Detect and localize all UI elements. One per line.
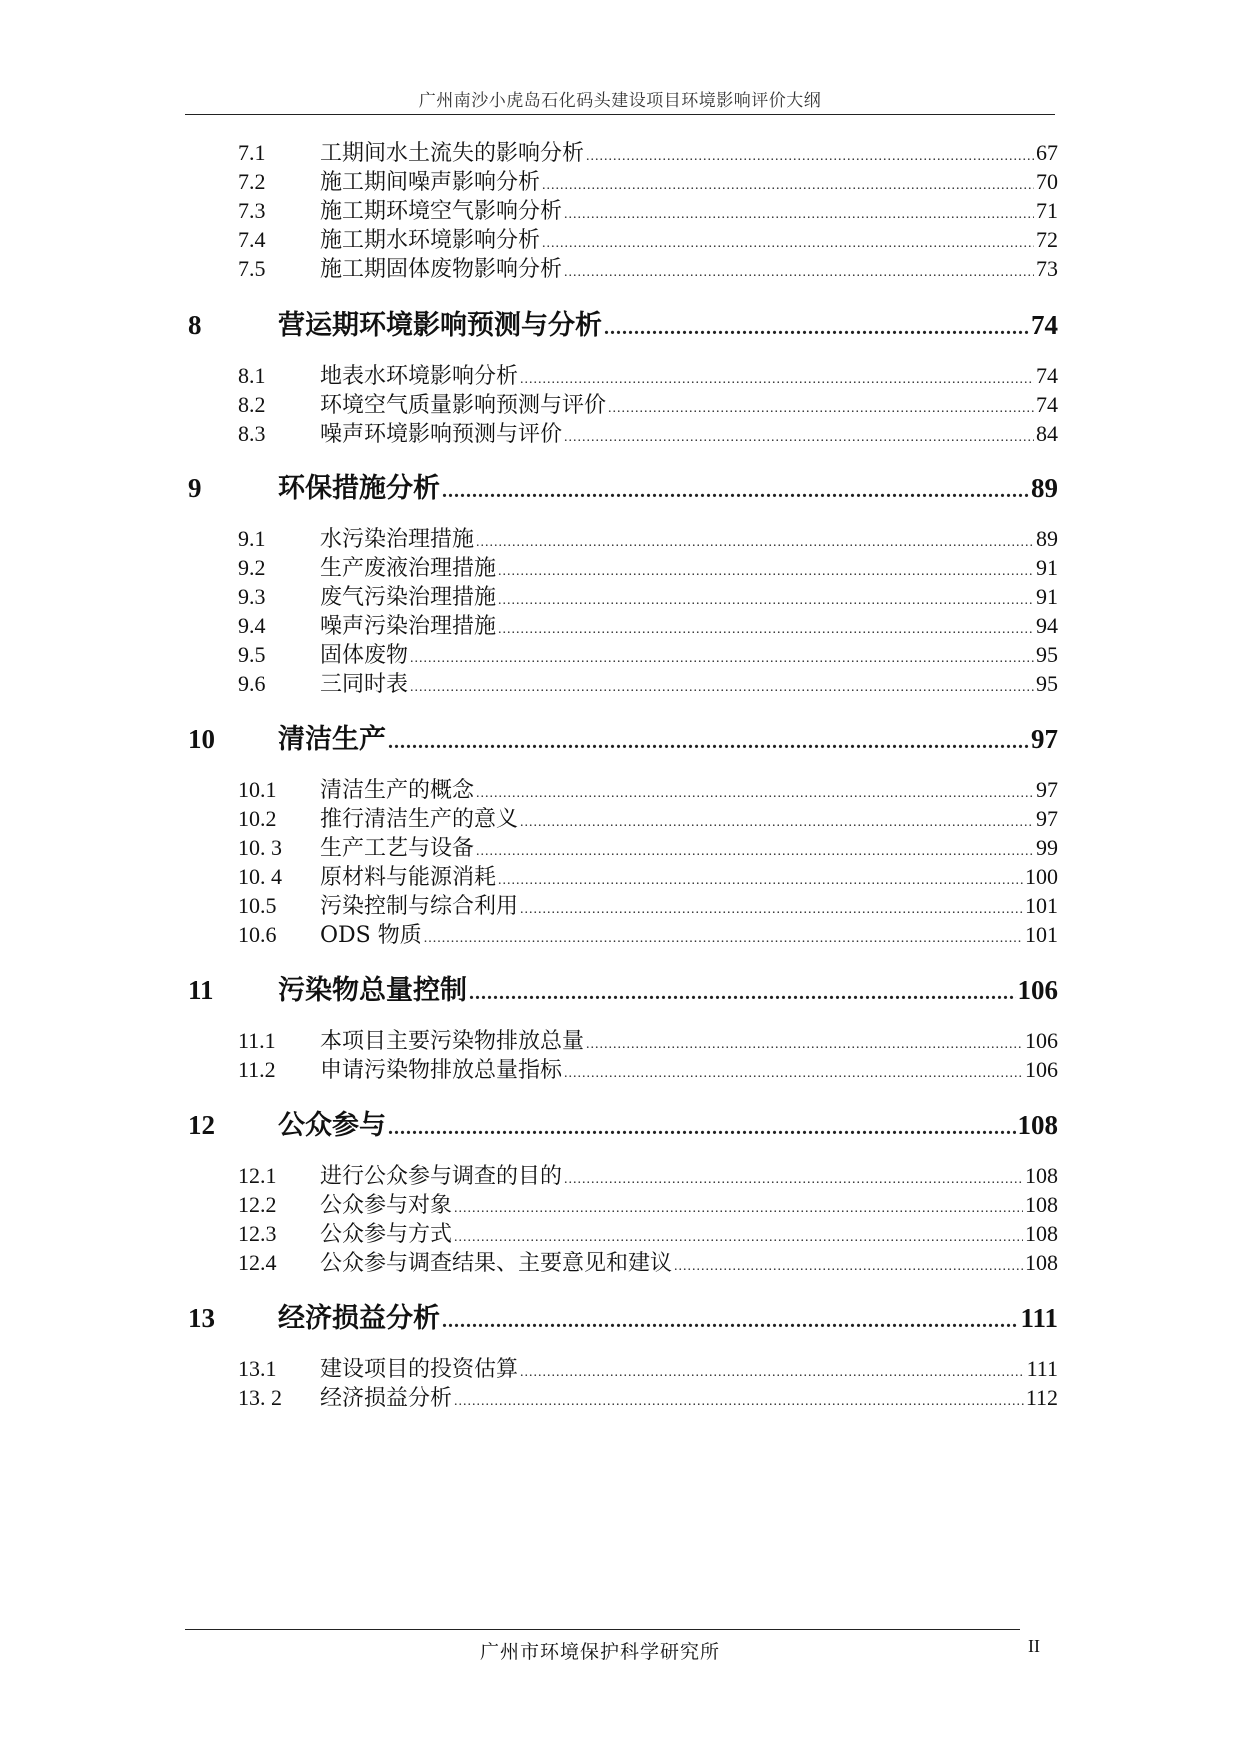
- toc-entry-title: 推行清洁生产的意义: [320, 807, 519, 832]
- toc-entry-title: 公众参与方式: [320, 1222, 453, 1247]
- toc-entry-number: 7.5: [238, 256, 266, 281]
- toc-entry-title: ODS 物质: [320, 923, 422, 948]
- toc-entry-title: 噪声污染治理措施: [320, 614, 497, 639]
- toc-entry-page: 74: [1031, 310, 1058, 340]
- toc-section-entry[interactable]: [238, 388, 1058, 416]
- dot-leader: [424, 931, 1023, 947]
- toc-section-entry[interactable]: [238, 1352, 1058, 1380]
- toc-entry-number: 7.4: [238, 227, 266, 252]
- dot-leader: [520, 1365, 1025, 1381]
- dot-leader: [586, 149, 1034, 165]
- dot-leader: [542, 178, 1034, 194]
- toc-entry-number: 10.5: [238, 893, 277, 918]
- toc-entry-number: 12: [188, 1110, 215, 1140]
- dot-leader: [410, 680, 1034, 696]
- toc-entry-number: 11: [188, 975, 214, 1005]
- toc-entry-title: 申请污染物排放总量指标: [320, 1058, 563, 1083]
- toc-entry-title: 公众参与: [278, 1110, 386, 1141]
- toc-entry-title: 经济损益分析: [320, 1386, 453, 1411]
- dot-leader: [542, 236, 1034, 252]
- toc-entry-number: 9: [188, 473, 202, 503]
- toc-entry-title: 公众参与对象: [320, 1193, 453, 1218]
- toc-entry-page: 95: [1036, 642, 1058, 667]
- header-rule: [185, 114, 1055, 115]
- toc-entry-page: 74: [1036, 392, 1058, 417]
- toc-section-entry[interactable]: [238, 194, 1058, 222]
- dot-leader: [388, 731, 1029, 754]
- toc-section-entry[interactable]: [238, 860, 1058, 888]
- toc-entry-number: 10.1: [238, 777, 277, 802]
- toc-entry-title: 清洁生产的概念: [320, 778, 475, 803]
- toc-entry-number: 7.2: [238, 169, 266, 194]
- toc-section-entry[interactable]: [238, 1024, 1058, 1052]
- toc-entry-number: 12.3: [238, 1221, 277, 1246]
- toc-entry-page: 74: [1036, 363, 1058, 388]
- toc-entry-number: 10.2: [238, 806, 277, 831]
- toc-entry-title: 施工期水环境影响分析: [320, 228, 541, 253]
- toc-entry-number: 9.1: [238, 526, 266, 551]
- footer-organization: 广州市环境保护科学研究所: [480, 1641, 721, 1663]
- toc-section-entry[interactable]: [238, 1188, 1058, 1216]
- toc-section-entry[interactable]: [238, 831, 1058, 859]
- toc-entry-page: 101: [1025, 922, 1058, 947]
- toc-section-entry[interactable]: [238, 609, 1058, 637]
- toc-section-entry[interactable]: [238, 918, 1058, 946]
- toc-entry-page: 89: [1031, 473, 1058, 503]
- toc-entry-title: 本项目主要污染物排放总量: [320, 1029, 585, 1054]
- dot-leader: [564, 1066, 1023, 1082]
- toc-entry-page: 108: [1025, 1221, 1058, 1246]
- dot-leader: [498, 873, 1023, 889]
- toc-section-entry[interactable]: [238, 1159, 1058, 1187]
- toc-chapter-entry[interactable]: [188, 1103, 1058, 1141]
- toc-entry-number: 11.1: [238, 1028, 276, 1053]
- toc-chapter-entry[interactable]: [188, 1296, 1058, 1334]
- toc-entry-title: 营运期环境影响预测与分析: [278, 310, 602, 341]
- dot-leader: [520, 372, 1034, 388]
- toc-entry-number: 12.4: [238, 1250, 277, 1275]
- dot-leader: [586, 1037, 1023, 1053]
- toc-entry-title: 公众参与调查结果、主要意见和建议: [320, 1251, 673, 1276]
- toc-section-entry[interactable]: [238, 359, 1058, 387]
- toc-section-entry[interactable]: [238, 223, 1058, 251]
- toc-entry-number: 8.2: [238, 392, 266, 417]
- toc-entry-page: 106: [1017, 975, 1058, 1005]
- toc-entry-page: 111: [1026, 1356, 1058, 1381]
- toc-entry-number: 10.6: [238, 922, 277, 947]
- toc-entry-page: 108: [1025, 1163, 1058, 1188]
- toc-entry-title: 施工期间噪声影响分析: [320, 170, 541, 195]
- toc-entry-number: 13. 2: [238, 1385, 282, 1410]
- toc-entry-page: 108: [1017, 1110, 1058, 1140]
- toc-section-entry[interactable]: [238, 802, 1058, 830]
- dot-leader: [454, 1394, 1024, 1410]
- toc-entry-title: 环保措施分析: [278, 473, 440, 504]
- toc-entry-number: 12.2: [238, 1192, 277, 1217]
- toc-entry-title: 建设项目的投资估算: [320, 1357, 519, 1382]
- toc-entry-page: 100: [1025, 864, 1058, 889]
- dot-leader: [564, 1172, 1023, 1188]
- dot-leader: [564, 207, 1034, 223]
- dot-leader: [564, 430, 1034, 446]
- toc-entry-number: 8.3: [238, 421, 266, 446]
- toc-entry-title: 进行公众参与调查的目的: [320, 1164, 563, 1189]
- toc-entry-page: 112: [1025, 1385, 1058, 1410]
- dot-leader: [442, 1310, 1018, 1333]
- dot-leader: [469, 982, 1016, 1005]
- toc-entry-page: 95: [1036, 671, 1058, 696]
- toc-entry-title: 环境空气质量影响预测与评价: [320, 393, 607, 418]
- toc-entry-page: 97: [1031, 724, 1058, 754]
- toc-section-entry[interactable]: [238, 136, 1058, 164]
- dot-leader: [410, 651, 1034, 667]
- toc-entry-page: 106: [1025, 1057, 1058, 1082]
- toc-entry-page: 89: [1036, 526, 1058, 551]
- toc-entry-title: 三同时表: [320, 672, 409, 697]
- toc-entry-number: 9.4: [238, 613, 266, 638]
- toc-entry-number: 9.6: [238, 671, 266, 696]
- toc-entry-page: 111: [1020, 1303, 1058, 1333]
- dot-leader: [476, 535, 1034, 551]
- toc-section-entry[interactable]: [238, 580, 1058, 608]
- dot-leader: [498, 564, 1034, 580]
- toc-entry-number: 7.1: [238, 140, 266, 165]
- toc-entry-title: 生产废液治理措施: [320, 556, 497, 581]
- toc-entry-page: 72: [1036, 227, 1058, 252]
- toc-entry-page: 106: [1025, 1028, 1058, 1053]
- dot-leader: [608, 401, 1034, 417]
- dot-leader: [476, 786, 1034, 802]
- toc-entry-number: 13.1: [238, 1356, 277, 1381]
- toc-entry-number: 10. 4: [238, 864, 282, 889]
- toc-entry-number: 9.5: [238, 642, 266, 667]
- toc-section-entry[interactable]: [238, 773, 1058, 801]
- dot-leader: [564, 265, 1034, 281]
- toc-entry-title: 施工期固体废物影响分析: [320, 257, 563, 282]
- toc-section-entry[interactable]: [238, 1381, 1058, 1409]
- running-header: 广州南沙小虎岛石化码头建设项目环境影响评价大纲: [418, 91, 822, 111]
- toc-entry-title: 原材料与能源消耗: [320, 865, 497, 890]
- dot-leader: [388, 1117, 1016, 1140]
- toc-entry-title: 废气污染治理措施: [320, 585, 497, 610]
- footer-rule: [185, 1629, 1020, 1630]
- toc-chapter-entry[interactable]: [188, 303, 1058, 341]
- toc-entry-number: 9.2: [238, 555, 266, 580]
- toc-entry-number: 7.3: [238, 198, 266, 223]
- dot-leader: [498, 593, 1034, 609]
- dot-leader: [520, 815, 1034, 831]
- toc-chapter-entry[interactable]: [188, 968, 1058, 1006]
- toc-entry-title: 污染控制与综合利用: [320, 894, 519, 919]
- toc-entry-page: 84: [1036, 421, 1058, 446]
- dot-leader: [454, 1201, 1023, 1217]
- toc-section-entry[interactable]: [238, 1217, 1058, 1245]
- toc-entry-number: 13: [188, 1303, 215, 1333]
- toc-entry-title: 地表水环境影响分析: [320, 364, 519, 389]
- toc-entry-number: 8: [188, 310, 202, 340]
- toc-entry-number: 10. 3: [238, 835, 282, 860]
- toc-entry-page: 67: [1036, 140, 1058, 165]
- toc-entry-page: 91: [1036, 555, 1058, 580]
- toc-entry-title: 经济损益分析: [278, 1303, 440, 1334]
- toc-entry-title: 污染物总量控制: [278, 975, 467, 1006]
- dot-leader: [442, 480, 1029, 503]
- toc-entry-page: 73: [1036, 256, 1058, 281]
- toc-section-entry[interactable]: [238, 638, 1058, 666]
- toc-entry-page: 99: [1036, 835, 1058, 860]
- toc-chapter-entry[interactable]: [188, 717, 1058, 755]
- toc-section-entry[interactable]: [238, 1053, 1058, 1081]
- toc-section-entry[interactable]: [238, 417, 1058, 445]
- toc-entry-page: 70: [1036, 169, 1058, 194]
- toc-entry-page: 94: [1036, 613, 1058, 638]
- toc-section-entry[interactable]: [238, 889, 1058, 917]
- toc-section-entry[interactable]: [238, 165, 1058, 193]
- toc-entry-title: 水污染治理措施: [320, 527, 475, 552]
- dot-leader: [454, 1230, 1023, 1246]
- toc-section-entry[interactable]: [238, 667, 1058, 695]
- toc-section-entry[interactable]: [238, 522, 1058, 550]
- dot-leader: [476, 844, 1034, 860]
- toc-entry-title: 生产工艺与设备: [320, 836, 475, 861]
- toc-entry-number: 8.1: [238, 363, 266, 388]
- toc-entry-number: 10: [188, 724, 215, 754]
- toc-entry-title: 噪声环境影响预测与评价: [320, 422, 563, 447]
- toc-chapter-entry[interactable]: [188, 466, 1058, 504]
- footer-page-number: II: [1028, 1636, 1040, 1656]
- toc-entry-number: 11.2: [238, 1057, 276, 1082]
- toc-entry-page: 91: [1036, 584, 1058, 609]
- toc-entry-page: 97: [1036, 777, 1058, 802]
- dot-leader: [498, 622, 1034, 638]
- toc-entry-number: 12.1: [238, 1163, 277, 1188]
- toc-section-entry[interactable]: [238, 252, 1058, 280]
- dot-leader: [604, 317, 1029, 340]
- toc-section-entry[interactable]: [238, 551, 1058, 579]
- toc-entry-page: 101: [1025, 893, 1058, 918]
- toc-entry-title: 固体废物: [320, 643, 409, 668]
- dot-leader: [674, 1259, 1023, 1275]
- toc-entry-page: 71: [1036, 198, 1058, 223]
- toc-entry-page: 108: [1025, 1250, 1058, 1275]
- toc-entry-number: 9.3: [238, 584, 266, 609]
- dot-leader: [520, 902, 1023, 918]
- toc-section-entry[interactable]: [238, 1246, 1058, 1274]
- toc-entry-page: 108: [1025, 1192, 1058, 1217]
- toc-entry-page: 97: [1036, 806, 1058, 831]
- toc-entry-title: 施工期环境空气影响分析: [320, 199, 563, 224]
- toc-entry-title: 工期间水土流失的影响分析: [320, 141, 585, 166]
- toc-entry-title: 清洁生产: [278, 724, 386, 755]
